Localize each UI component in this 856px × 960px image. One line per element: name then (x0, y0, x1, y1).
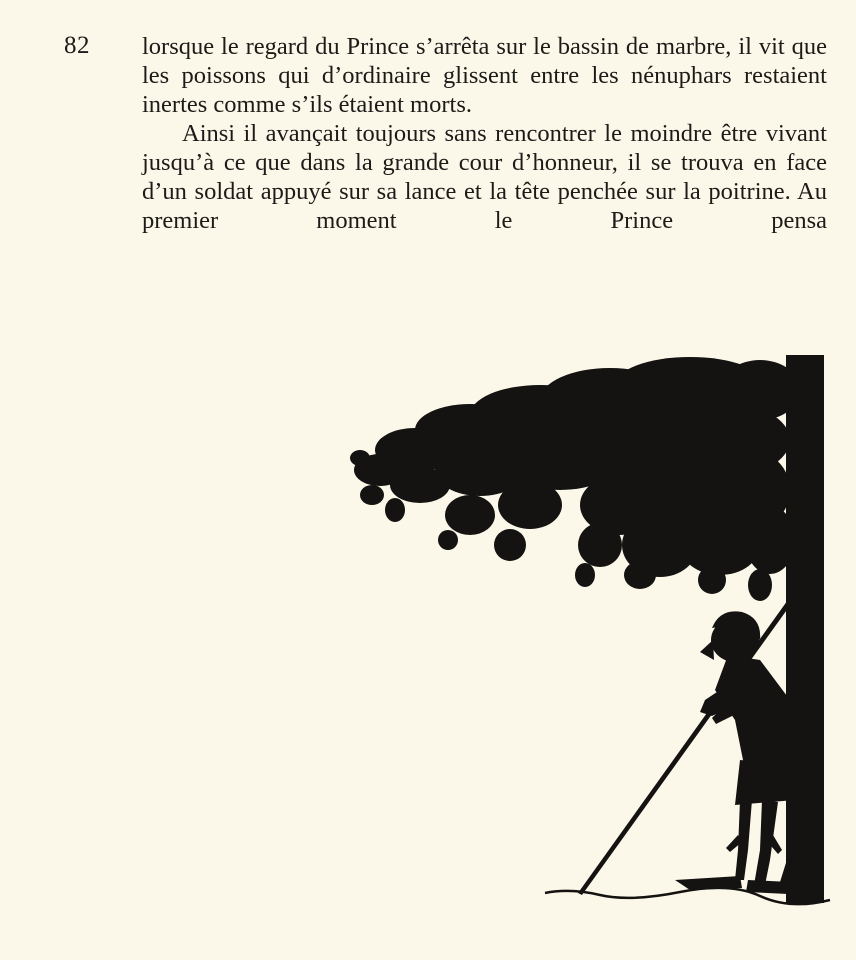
tree-trunk (786, 355, 824, 903)
tree-foliage (350, 357, 800, 601)
page-number: 82 (64, 32, 90, 59)
body-text (142, 32, 827, 235)
paragraph: Ainsi il avançait toujours sans rencontrer le moindre être vivant jusqu’à ce que dans la grande cour d’honneur, il se trouva en face d’un soldat appuyé sur sa lance et la tête penchée sur la poitrine. Au premier moment le Prince pensa (142, 120, 827, 234)
soldier-silhouette (675, 611, 795, 894)
paragraph: lorsque le regard du Prince s’arrêta sur le bassin de marbre, il vit que les poissons qui d’ordinaire glissent entre les nénuphars restaient inertes comme s’ils étaient morts. (142, 33, 827, 118)
silhouette-illustration (340, 340, 840, 920)
